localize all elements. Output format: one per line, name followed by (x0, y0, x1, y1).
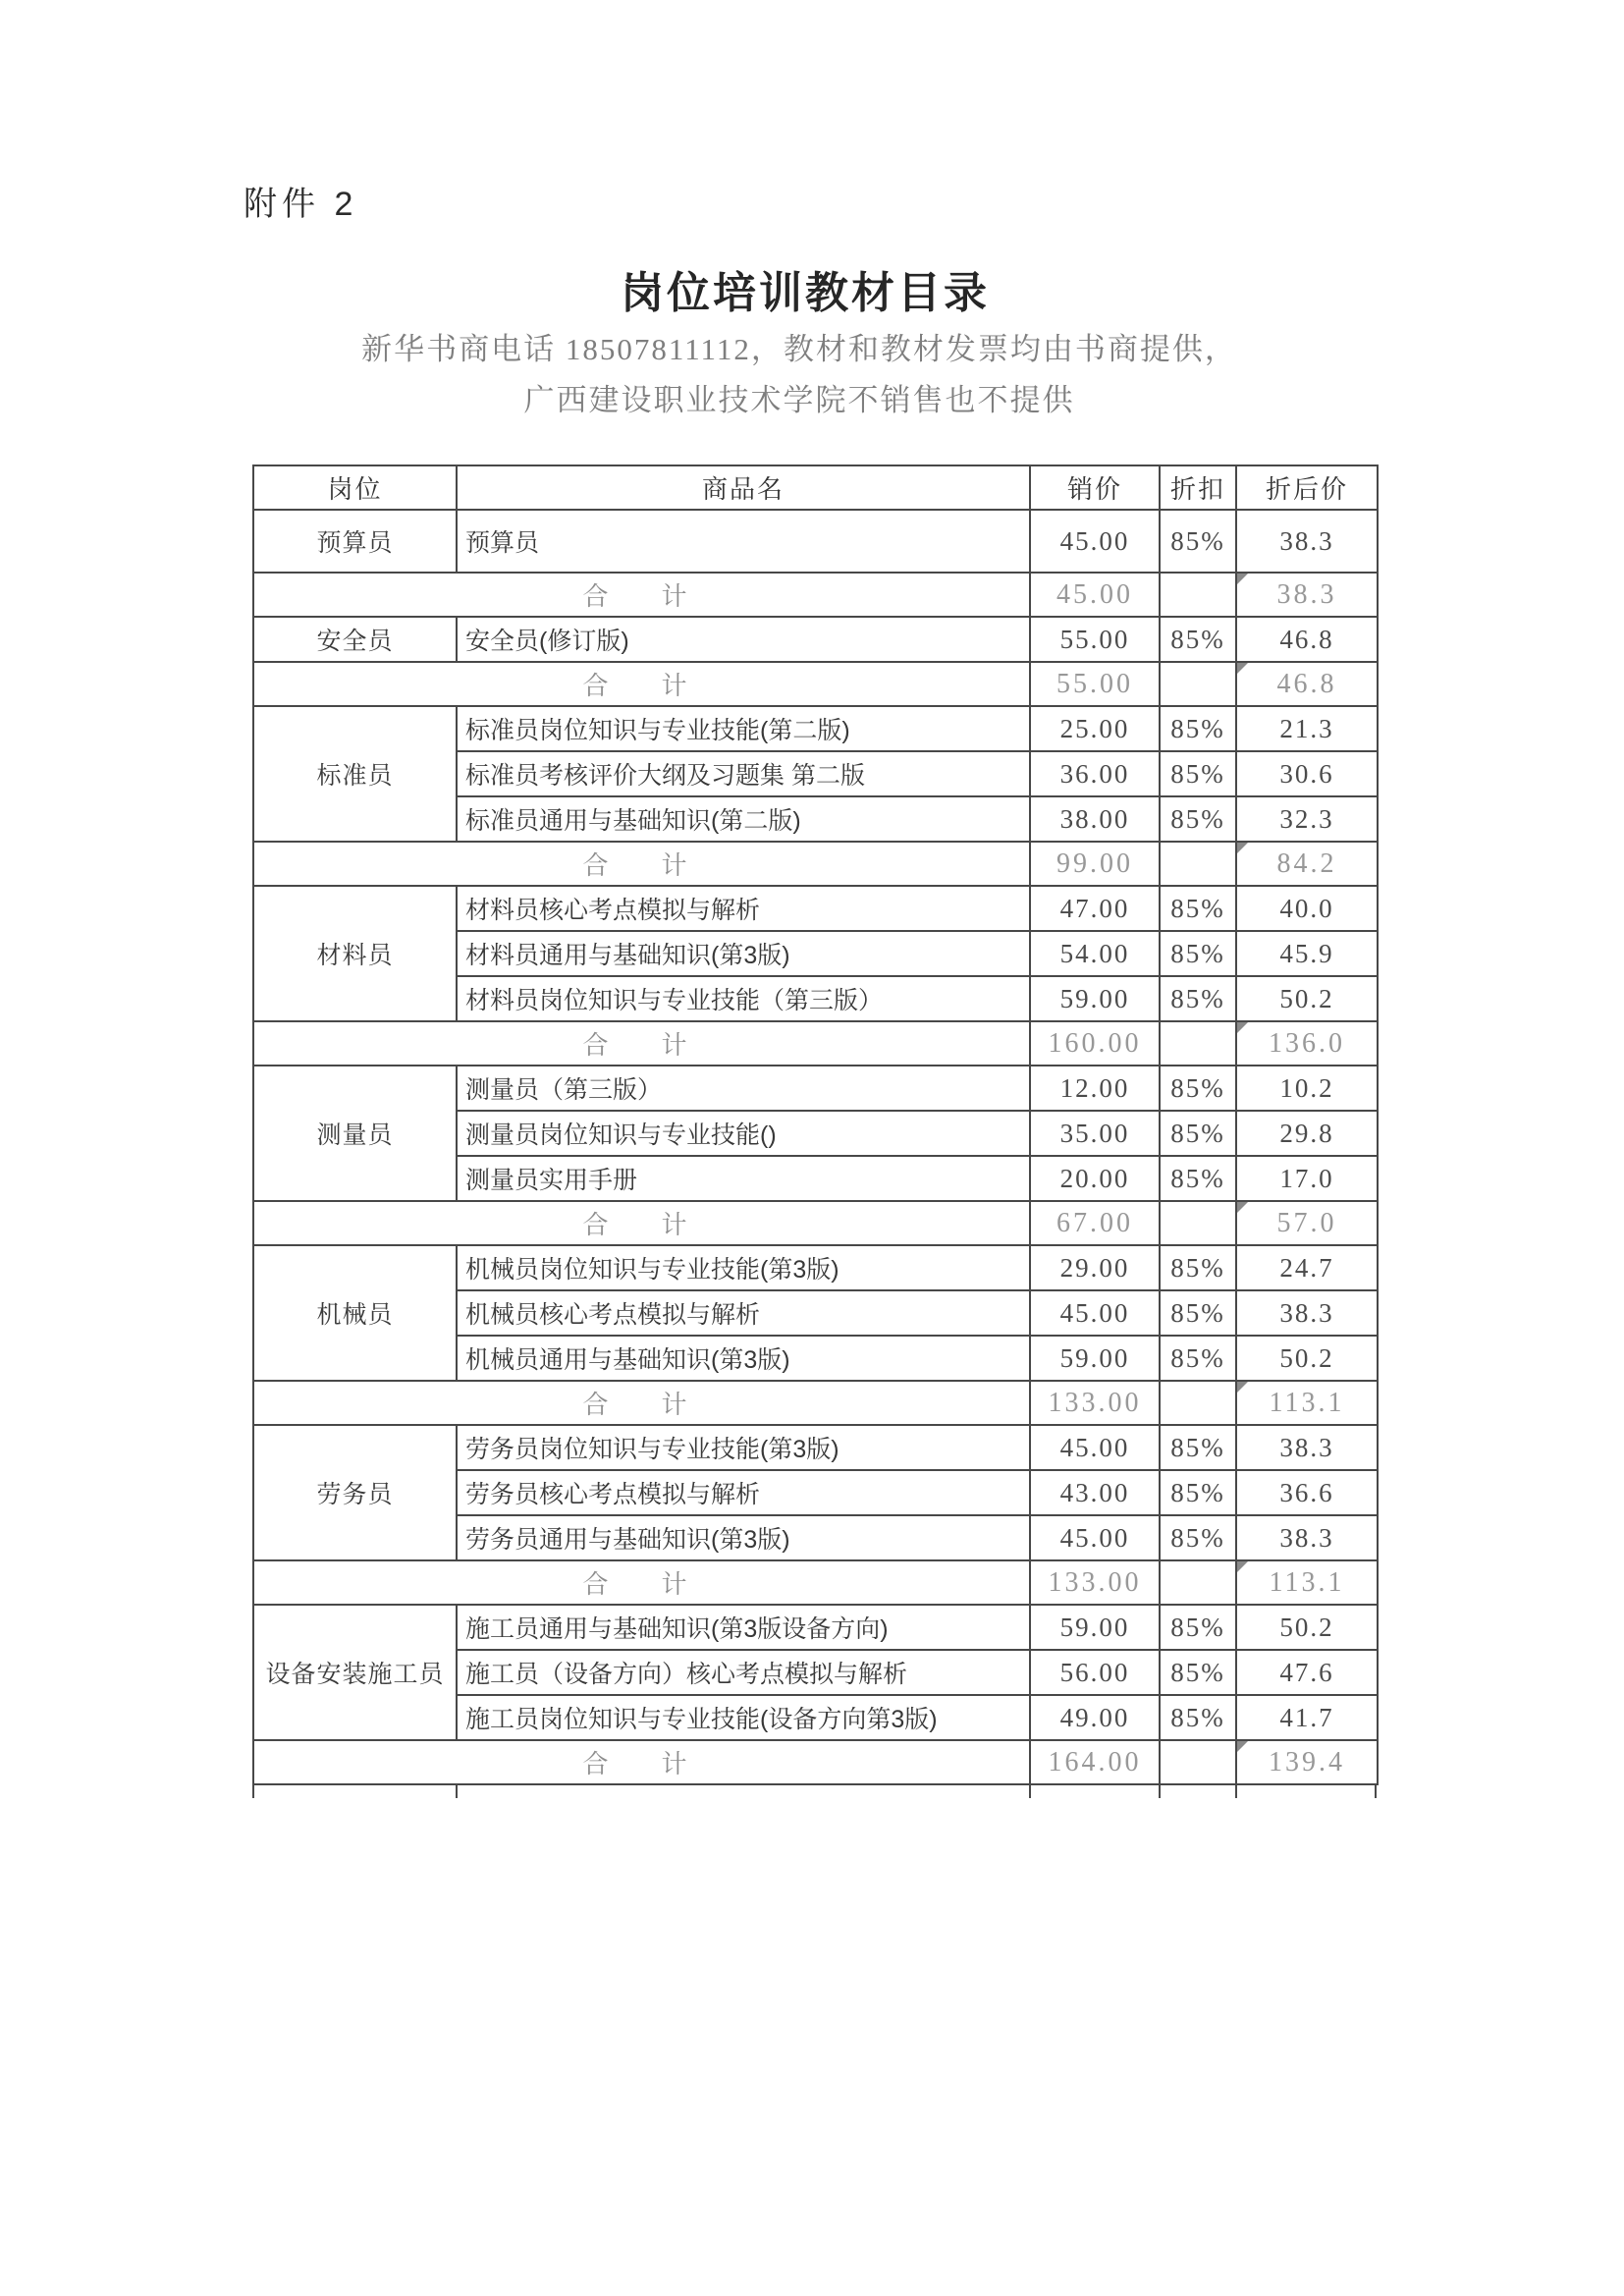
total-row (253, 842, 1378, 886)
total-final-price-cell: 113.1 (1236, 1381, 1378, 1425)
price-cell: 45.00 (1030, 1515, 1160, 1560)
total-price-cell: 164.00 (1030, 1740, 1160, 1784)
total-final-price-cell: 139.4 (1236, 1740, 1378, 1784)
total-label-cell: 合 计 (253, 1201, 1030, 1245)
book-row (253, 617, 1378, 662)
total-label-cell: 合 计 (253, 842, 1030, 886)
total-price-cell: 55.00 (1030, 662, 1160, 706)
price-cell: 45.00 (1030, 1425, 1160, 1470)
discount-cell: 85% (1160, 510, 1236, 573)
price-cell: 20.00 (1030, 1156, 1160, 1201)
position-cell: 安全员 (253, 617, 457, 662)
total-label-cell: 合 计 (253, 1381, 1030, 1425)
product-name-cell: 标准员考核评价大纲及习题集 第二版 (457, 751, 1030, 796)
cell-corner-mark (1237, 663, 1248, 674)
price-cell: 59.00 (1030, 1605, 1160, 1650)
final-price-cell: 40.0 (1236, 886, 1378, 931)
discount-cell: 85% (1160, 1245, 1236, 1290)
total-price-cell: 67.00 (1030, 1201, 1160, 1245)
total-row (253, 1740, 1378, 1784)
position-cell: 机械员 (253, 1245, 457, 1381)
total-discount-cell (1160, 1021, 1236, 1066)
price-cell: 47.00 (1030, 886, 1160, 931)
final-price-cell: 50.2 (1236, 1336, 1378, 1381)
product-name-cell: 材料员岗位知识与专业技能（第三版） (457, 976, 1030, 1021)
total-row (253, 1560, 1378, 1605)
discount-cell: 85% (1160, 617, 1236, 662)
product-name-cell: 劳务员通用与基础知识(第3版) (457, 1515, 1030, 1560)
catalog-table (252, 465, 1379, 1785)
cutoff-row-line (1029, 1785, 1031, 1798)
product-name-cell: 材料员通用与基础知识(第3版) (457, 931, 1030, 976)
total-price-cell: 99.00 (1030, 842, 1160, 886)
discount-cell: 85% (1160, 886, 1236, 931)
book-row (253, 510, 1378, 573)
discount-cell: 85% (1160, 1156, 1236, 1201)
price-cell: 55.00 (1030, 617, 1160, 662)
position-cell: 测量员 (253, 1066, 457, 1201)
attachment-label: 附件 2 (244, 186, 358, 223)
discount-cell: 85% (1160, 1695, 1236, 1740)
discount-cell: 85% (1160, 1515, 1236, 1560)
final-price-cell: 50.2 (1236, 976, 1378, 1021)
discount-cell: 85% (1160, 1066, 1236, 1111)
total-final-price-cell: 57.0 (1236, 1201, 1378, 1245)
price-cell: 54.00 (1030, 931, 1160, 976)
product-name-cell: 安全员(修订版) (457, 617, 1030, 662)
price-cell: 56.00 (1030, 1650, 1160, 1695)
table-body (253, 510, 1378, 1784)
cell-corner-mark (1237, 574, 1248, 584)
price-cell: 36.00 (1030, 751, 1160, 796)
price-cell: 59.00 (1030, 976, 1160, 1021)
total-price-cell: 160.00 (1030, 1021, 1160, 1066)
discount-cell: 85% (1160, 1111, 1236, 1156)
total-final-price-cell: 46.8 (1236, 662, 1378, 706)
book-row (253, 1245, 1378, 1290)
price-cell: 43.00 (1030, 1470, 1160, 1515)
cutoff-row-line (456, 1785, 458, 1798)
document-subtitle (0, 324, 1598, 426)
product-name-cell: 标准员岗位知识与专业技能(第二版) (457, 706, 1030, 751)
price-cell: 29.00 (1030, 1245, 1160, 1290)
price-cell: 25.00 (1030, 706, 1160, 751)
price-cell: 38.00 (1030, 796, 1160, 842)
final-price-cell: 30.6 (1236, 751, 1378, 796)
final-price-cell: 47.6 (1236, 1650, 1378, 1695)
cutoff-row-line (1375, 1785, 1377, 1798)
final-price-cell: 36.6 (1236, 1470, 1378, 1515)
position-cell: 材料员 (253, 886, 457, 1021)
header-cell: 折扣 (1160, 465, 1236, 510)
product-name-cell: 预算员 (457, 510, 1030, 573)
total-row (253, 1381, 1378, 1425)
total-final-price-cell: 38.3 (1236, 573, 1378, 617)
discount-cell: 85% (1160, 1650, 1236, 1695)
subtitle-line-2: 广西建设职业技术学院不销售也不提供 (523, 383, 1075, 417)
total-discount-cell (1160, 662, 1236, 706)
total-discount-cell (1160, 1740, 1236, 1784)
table-header (253, 465, 1378, 510)
total-label-cell: 合 计 (253, 662, 1030, 706)
price-cell: 12.00 (1030, 1066, 1160, 1111)
book-row (253, 706, 1378, 751)
total-discount-cell (1160, 1381, 1236, 1425)
discount-cell: 85% (1160, 1290, 1236, 1336)
position-cell: 设备安装施工员 (253, 1605, 457, 1740)
product-name-cell: 劳务员核心考点模拟与解析 (457, 1470, 1030, 1515)
total-price-cell: 133.00 (1030, 1381, 1160, 1425)
discount-cell: 85% (1160, 751, 1236, 796)
book-row (253, 886, 1378, 931)
total-row (253, 1201, 1378, 1245)
cell-corner-mark (1237, 1022, 1248, 1033)
final-price-cell: 21.3 (1236, 706, 1378, 751)
product-name-cell: 测量员（第三版） (457, 1066, 1030, 1111)
final-price-cell: 24.7 (1236, 1245, 1378, 1290)
discount-cell: 85% (1160, 976, 1236, 1021)
total-discount-cell (1160, 1201, 1236, 1245)
product-name-cell: 机械员核心考点模拟与解析 (457, 1290, 1030, 1336)
total-final-price-cell: 113.1 (1236, 1560, 1378, 1605)
discount-cell: 85% (1160, 1605, 1236, 1650)
total-label-cell: 合 计 (253, 1740, 1030, 1784)
cutoff-row-line (1235, 1785, 1237, 1798)
book-row (253, 1425, 1378, 1470)
product-name-cell: 测量员实用手册 (457, 1156, 1030, 1201)
final-price-cell: 41.7 (1236, 1695, 1378, 1740)
final-price-cell: 38.3 (1236, 1425, 1378, 1470)
final-price-cell: 38.3 (1236, 1515, 1378, 1560)
discount-cell: 85% (1160, 1425, 1236, 1470)
book-row (253, 1605, 1378, 1650)
header-cell: 折后价 (1236, 465, 1378, 510)
price-cell: 45.00 (1030, 510, 1160, 573)
discount-cell: 85% (1160, 796, 1236, 842)
cell-corner-mark (1237, 1741, 1248, 1752)
final-price-cell: 50.2 (1236, 1605, 1378, 1650)
cell-corner-mark (1237, 1561, 1248, 1572)
total-label-cell: 合 计 (253, 573, 1030, 617)
subtitle-line-1: 新华书商电话 18507811112，教材和教材发票均由书商提供， (361, 332, 1237, 366)
header-row (253, 465, 1378, 510)
product-name-cell: 施工员（设备方向）核心考点模拟与解析 (457, 1650, 1030, 1695)
final-price-cell: 38.3 (1236, 510, 1378, 573)
page-title: 岗位培训教材目录 (621, 269, 990, 317)
total-price-cell: 133.00 (1030, 1560, 1160, 1605)
total-final-price-cell: 136.0 (1236, 1021, 1378, 1066)
total-price-cell: 45.00 (1030, 573, 1160, 617)
catalog-table-container (252, 465, 1379, 1785)
header-cell: 销价 (1030, 465, 1160, 510)
final-price-cell: 38.3 (1236, 1290, 1378, 1336)
product-name-cell: 测量员岗位知识与专业技能() (457, 1111, 1030, 1156)
final-price-cell: 29.8 (1236, 1111, 1378, 1156)
final-price-cell: 17.0 (1236, 1156, 1378, 1201)
total-row (253, 662, 1378, 706)
price-cell: 49.00 (1030, 1695, 1160, 1740)
discount-cell: 85% (1160, 706, 1236, 751)
total-discount-cell (1160, 1560, 1236, 1605)
header-cell: 商品名 (457, 465, 1030, 510)
final-price-cell: 32.3 (1236, 796, 1378, 842)
cutoff-row-line (1159, 1785, 1161, 1798)
product-name-cell: 施工员岗位知识与专业技能(设备方向第3版) (457, 1695, 1030, 1740)
price-cell: 59.00 (1030, 1336, 1160, 1381)
discount-cell: 85% (1160, 1336, 1236, 1381)
position-cell: 劳务员 (253, 1425, 457, 1560)
cell-corner-mark (1237, 1202, 1248, 1213)
discount-cell: 85% (1160, 1470, 1236, 1515)
product-name-cell: 机械员通用与基础知识(第3版) (457, 1336, 1030, 1381)
cutoff-row-line (252, 1785, 254, 1798)
position-cell: 标准员 (253, 706, 457, 842)
cell-corner-mark (1237, 843, 1248, 853)
total-discount-cell (1160, 842, 1236, 886)
final-price-cell: 46.8 (1236, 617, 1378, 662)
product-name-cell: 标准员通用与基础知识(第二版) (457, 796, 1030, 842)
product-name-cell: 机械员岗位知识与专业技能(第3版) (457, 1245, 1030, 1290)
total-label-cell: 合 计 (253, 1021, 1030, 1066)
book-row (253, 1066, 1378, 1111)
header-cell: 岗位 (253, 465, 457, 510)
cell-corner-mark (1237, 1382, 1248, 1393)
position-cell: 预算员 (253, 510, 457, 573)
total-final-price-cell: 84.2 (1236, 842, 1378, 886)
total-label-cell: 合 计 (253, 1560, 1030, 1605)
final-price-cell: 45.9 (1236, 931, 1378, 976)
discount-cell: 85% (1160, 931, 1236, 976)
product-name-cell: 材料员核心考点模拟与解析 (457, 886, 1030, 931)
price-cell: 45.00 (1030, 1290, 1160, 1336)
final-price-cell: 10.2 (1236, 1066, 1378, 1111)
total-discount-cell (1160, 573, 1236, 617)
total-row (253, 1021, 1378, 1066)
product-name-cell: 施工员通用与基础知识(第3版设备方向) (457, 1605, 1030, 1650)
price-cell: 35.00 (1030, 1111, 1160, 1156)
product-name-cell: 劳务员岗位知识与专业技能(第3版) (457, 1425, 1030, 1470)
total-row (253, 573, 1378, 617)
